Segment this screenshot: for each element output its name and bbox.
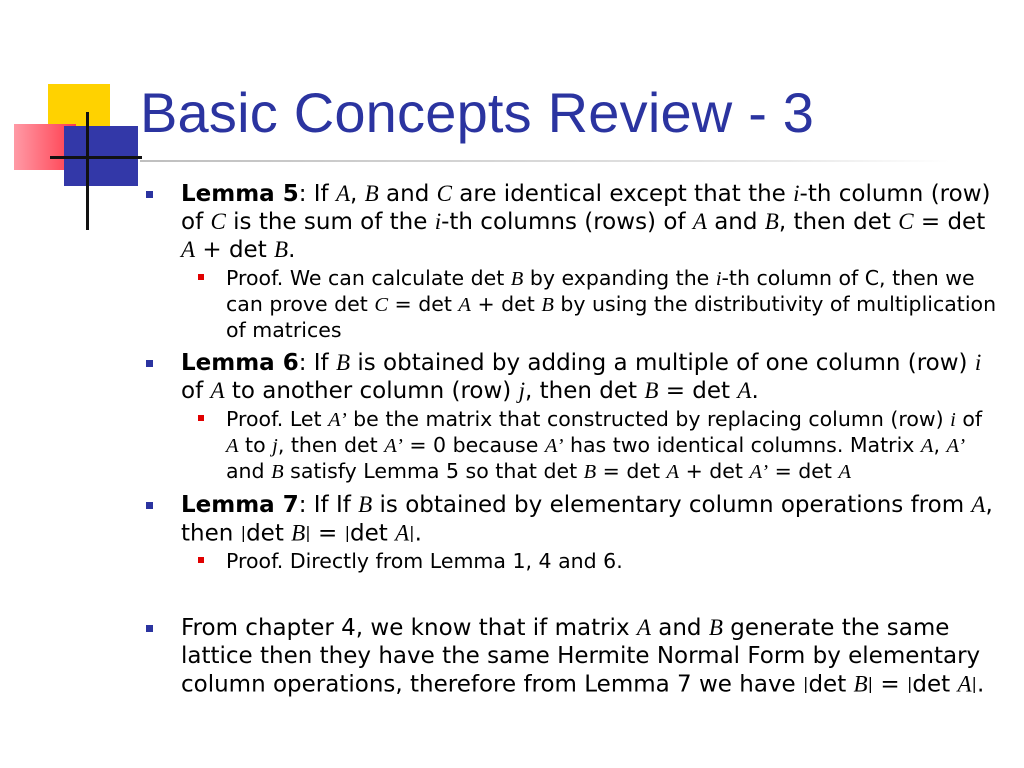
text-run: |: [971, 674, 977, 694]
text-run: + det: [679, 459, 750, 483]
text-run: has two identical columns. Matrix: [563, 433, 921, 457]
text-run: : If: [298, 350, 336, 376]
math-variable: C: [374, 294, 389, 316]
text-run: Proof. Directly from Lemma 1, 4 and 6.: [226, 549, 623, 574]
text-run: .: [751, 378, 759, 404]
slide-content: [140, 180, 1000, 699]
math-variable: B: [583, 461, 597, 483]
text-run: , then det: [778, 209, 899, 235]
text-run: = det: [388, 292, 459, 316]
text-run: det: [808, 671, 854, 698]
text-run: Proof. We can calculate det: [226, 266, 511, 290]
sub-bullet-proof-5: [140, 266, 1000, 343]
math-variable: A: [210, 378, 225, 403]
math-variable: i: [793, 181, 800, 206]
math-variable: A’: [544, 435, 564, 457]
math-variable: B: [708, 615, 723, 641]
text-run: be the matrix that constructed by replacing column (row): [346, 407, 951, 431]
text-run: .: [414, 520, 422, 547]
math-variable: A: [920, 435, 934, 457]
blue-square-bullet-icon: [146, 360, 153, 367]
text-run: Lemma 7: [181, 492, 299, 518]
text-run: + det: [470, 292, 542, 316]
text-run: det: [246, 520, 292, 547]
text-run: , then: [181, 492, 993, 547]
text-run: = det: [596, 459, 667, 483]
math-variable: A: [838, 461, 851, 483]
math-variable: C: [210, 209, 226, 234]
decor-vertical-line: [86, 112, 89, 230]
sub-bullet-proof-7: [140, 549, 1000, 574]
text-run: Proof. Let: [226, 407, 329, 431]
math-variable: B: [853, 671, 868, 697]
text-run: ,: [933, 433, 947, 457]
text-run: = 0 because: [402, 433, 545, 457]
text-run: of: [955, 407, 983, 431]
math-variable: B: [644, 378, 659, 403]
math-variable: j: [272, 435, 278, 457]
text-run: =: [310, 520, 345, 547]
text-run: : If If: [298, 492, 359, 518]
math-variable: i: [974, 350, 982, 375]
text-run: + det: [195, 237, 275, 263]
text-run: From chapter 4, we know that if matrix: [181, 615, 637, 642]
title-underline: [140, 160, 950, 162]
text-run: and: [706, 209, 765, 235]
math-variable: i: [434, 209, 442, 234]
text-run: = det: [768, 459, 839, 483]
sub-bullet-proof-6: [140, 407, 1000, 485]
math-variable: A’: [328, 409, 347, 431]
math-variable: A: [636, 615, 651, 641]
math-variable: A: [692, 209, 707, 234]
math-variable: A’: [384, 435, 403, 457]
math-variable: B: [335, 350, 351, 375]
text-run: det: [350, 520, 396, 547]
math-variable: A: [226, 435, 239, 457]
math-variable: B: [764, 209, 779, 234]
text-run: |: [305, 523, 311, 542]
bullet-lemma-7: [140, 491, 1000, 547]
bullet-chapter-4: [140, 614, 1000, 698]
math-variable: B: [358, 492, 373, 517]
blue-square-bullet-icon: [146, 191, 153, 198]
math-variable: i: [950, 409, 956, 431]
red-square-bullet-icon: [198, 415, 204, 421]
text-run: |: [240, 523, 247, 542]
text-run: -th column of C, then we can prove det: [226, 266, 975, 316]
red-square-bullet-icon: [198, 557, 204, 563]
text-run: is obtained by adding a multiple of one column (row): [350, 350, 975, 376]
text-run: , then det: [524, 378, 645, 404]
blue-square-bullet-icon: [146, 625, 153, 632]
text-run: and: [226, 459, 272, 483]
text-run: is the sum of the: [225, 209, 435, 235]
text-run: of: [181, 378, 211, 404]
decor-horizontal-line: [50, 156, 142, 159]
slide-title: Basic Concepts Review - 3: [140, 81, 815, 144]
math-variable: A: [458, 294, 471, 316]
math-variable: A’: [946, 435, 966, 457]
math-variable: C: [898, 209, 914, 234]
text-run: by using the distributivity of multiplication of matrices: [226, 292, 997, 342]
bullet-lemma-5: [140, 180, 1000, 264]
text-run: |: [409, 523, 415, 542]
text-run: |: [344, 523, 351, 542]
text-run: Lemma 5: [181, 181, 299, 207]
math-variable: B: [274, 237, 289, 262]
text-run: |: [867, 674, 874, 694]
math-variable: B: [291, 520, 306, 546]
math-variable: B: [510, 268, 524, 290]
text-run: : If: [298, 181, 336, 207]
math-variable: B: [364, 181, 379, 206]
red-square-bullet-icon: [198, 274, 204, 280]
text-run: are identical except that the: [451, 181, 794, 207]
text-run: .: [976, 671, 985, 698]
text-run: det: [912, 671, 958, 698]
text-run: and: [650, 615, 709, 642]
text-run: -th column (row) of: [181, 181, 991, 235]
math-variable: j: [518, 378, 525, 403]
text-run: to another column (row): [224, 378, 519, 404]
math-variable: A: [181, 237, 196, 262]
text-run: satisfy Lemma 5 so that det: [283, 459, 584, 483]
text-run: |: [906, 674, 913, 694]
text-run: |: [803, 674, 809, 694]
text-run: -th columns (rows) of: [441, 209, 693, 235]
text-run: to: [238, 433, 273, 457]
math-variable: i: [715, 268, 722, 290]
text-run: Lemma 6: [181, 350, 299, 376]
text-run: = det: [913, 209, 986, 235]
blue-square-bullet-icon: [146, 502, 153, 509]
math-variable: A: [971, 492, 986, 517]
text-run: .: [288, 237, 296, 263]
math-variable: A: [335, 181, 351, 206]
text-run: is obtained by elementary column operations from: [372, 492, 972, 518]
text-run: ,: [350, 181, 365, 207]
text-run: by expanding the: [523, 266, 716, 290]
text-run: = det: [658, 378, 738, 404]
text-run: generate the same lattice then they have the same Hermite Normal Form by elementary column operations, therefore from Lemma 7 we have: [181, 615, 981, 698]
math-variable: B: [271, 461, 284, 483]
math-variable: A: [666, 461, 680, 483]
text-run: =: [873, 671, 907, 698]
math-variable: B: [541, 294, 554, 316]
math-variable: A: [395, 520, 410, 546]
math-variable: A: [737, 378, 752, 403]
bullet-lemma-6: [140, 349, 1000, 405]
math-variable: A: [957, 671, 972, 697]
math-variable: A’: [749, 461, 769, 483]
text-run: and: [378, 181, 437, 207]
math-variable: C: [436, 181, 452, 206]
text-run: , then det: [277, 433, 385, 457]
